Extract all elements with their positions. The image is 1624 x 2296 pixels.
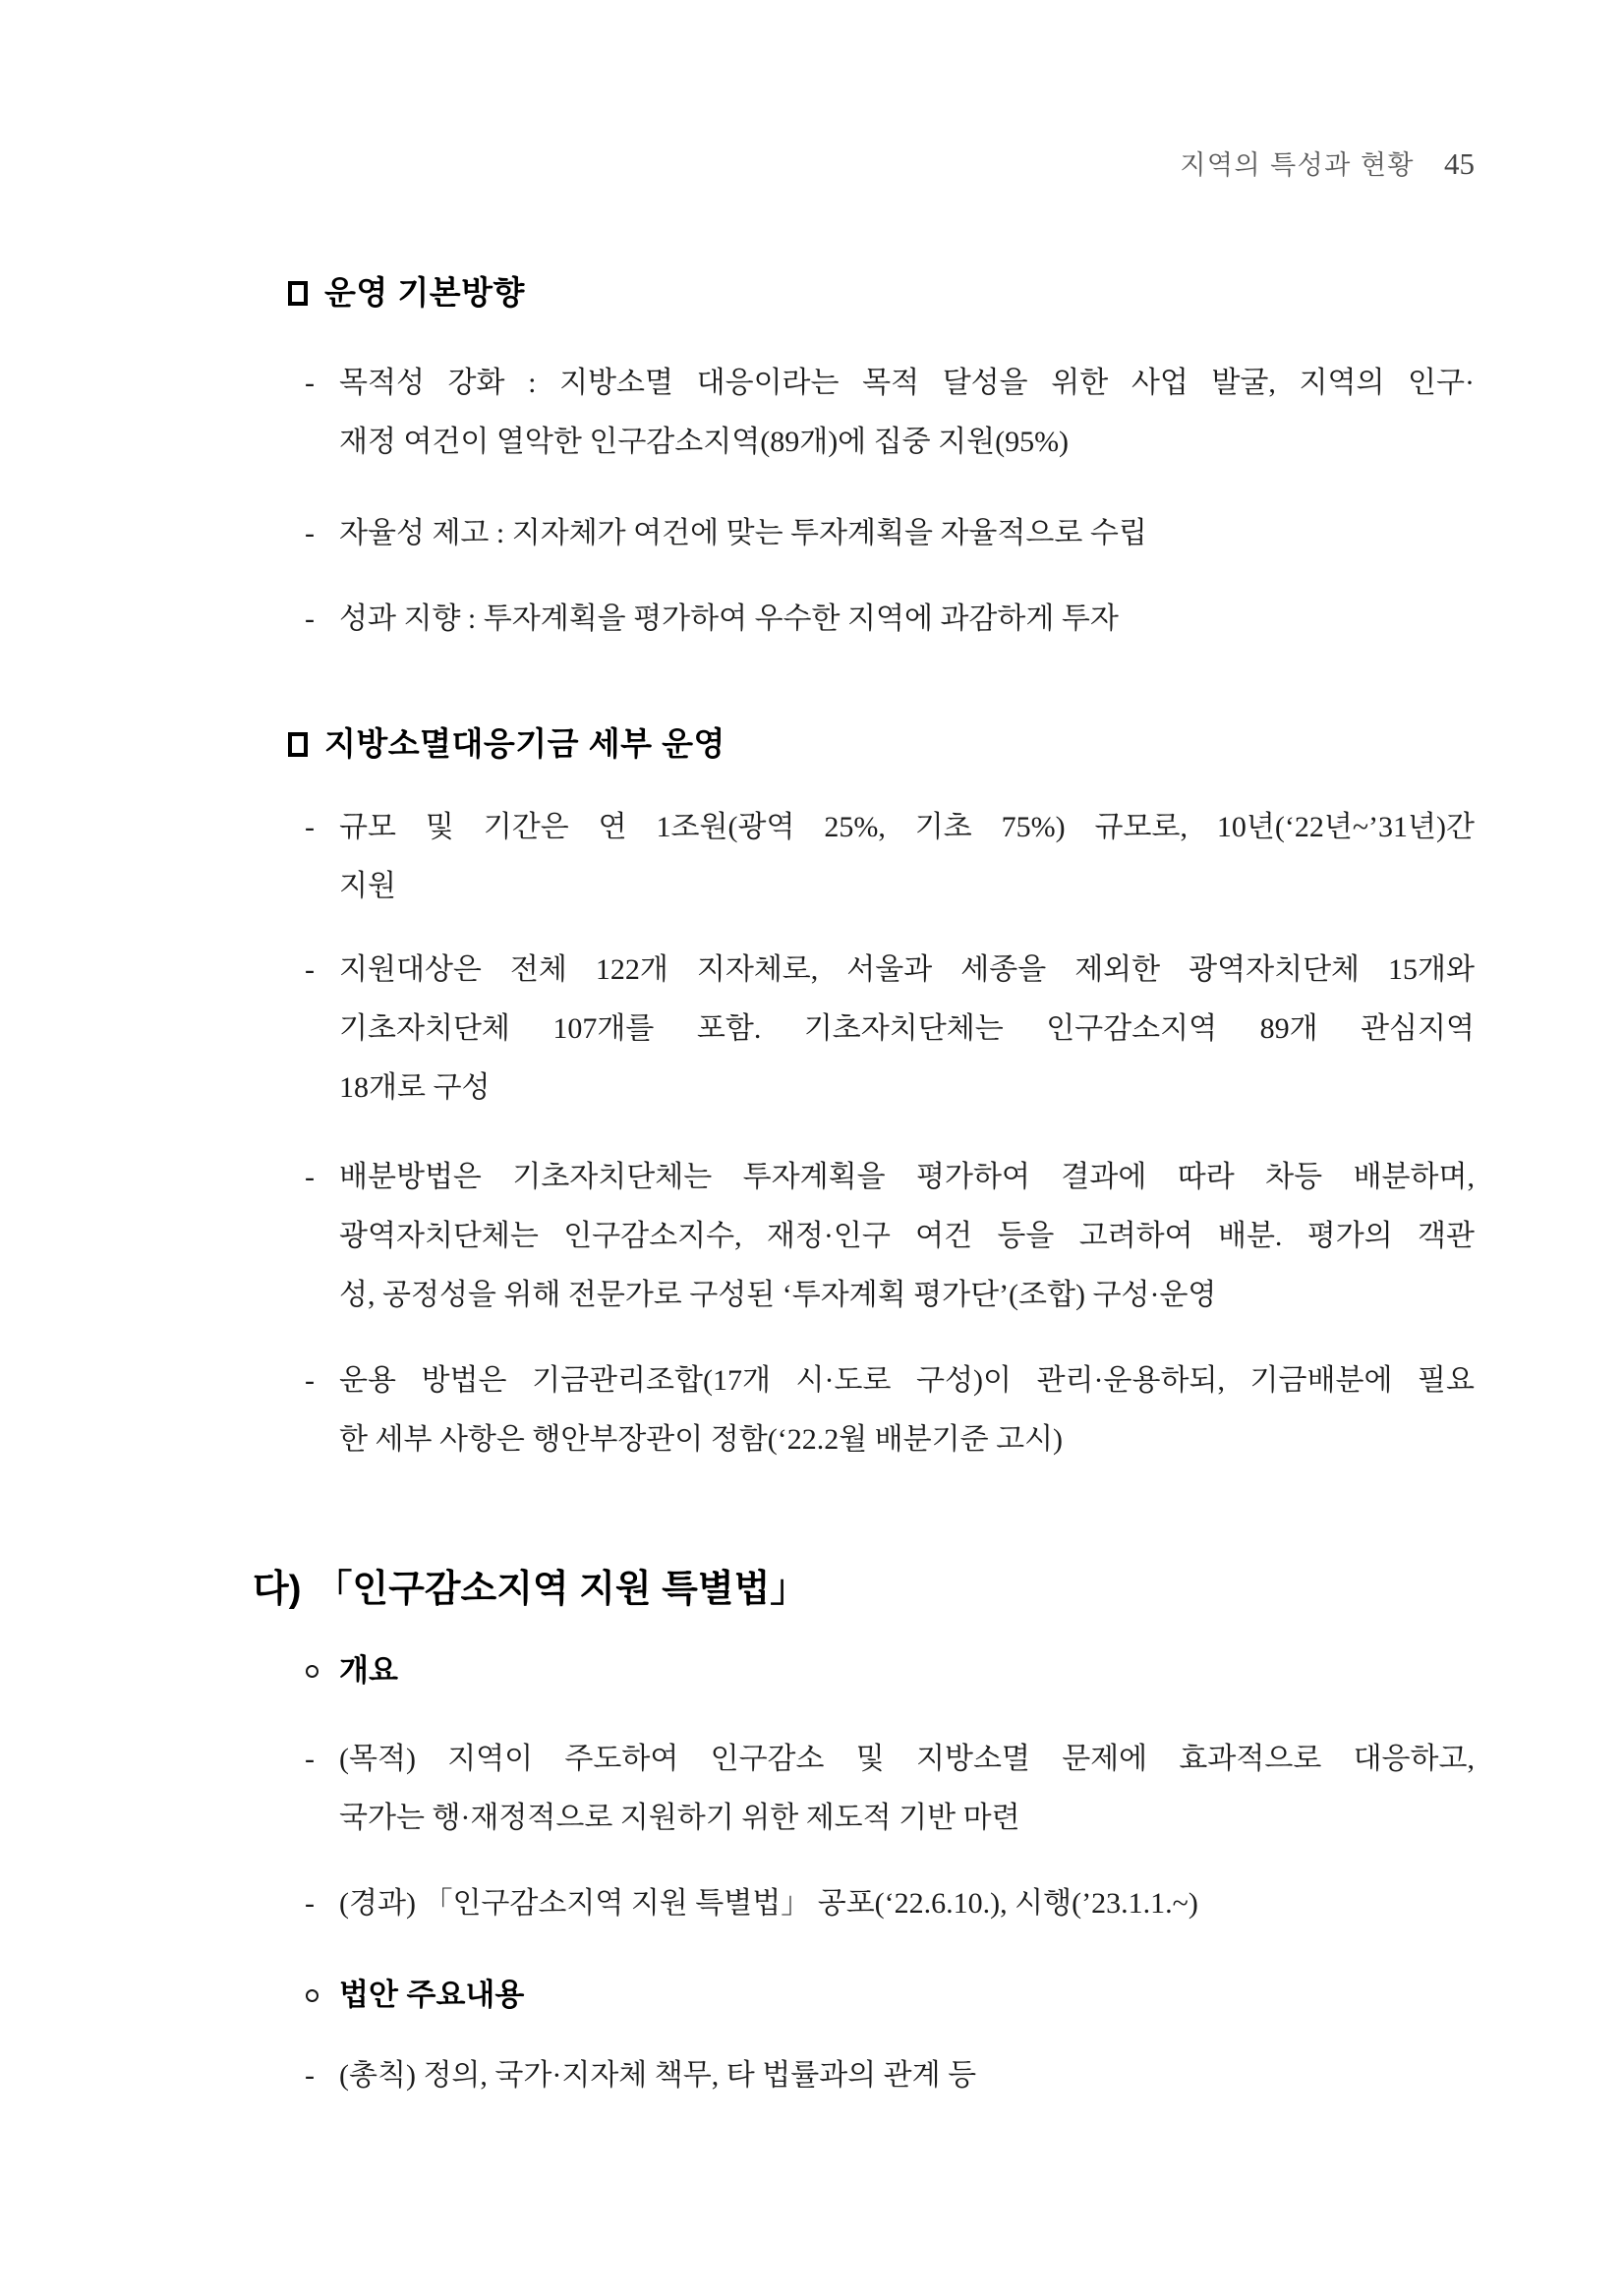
text-line: 성, 공정성을 위해 전문가로 구성된 ‘투자계획 평가단’(조합) 구성·운영 [339, 1279, 1217, 1311]
subsection-heading-text: 개요 [339, 1653, 398, 1688]
bullet-item [305, 1730, 1475, 1848]
text-line: 국가는 행·재정적으로 지원하기 위한 제도적 기반 마련 [339, 1802, 1020, 1834]
bullet-item [305, 941, 1475, 1118]
page-number: 45 [1444, 146, 1475, 181]
section-heading-fund [288, 715, 1624, 774]
bullet-text [339, 354, 1475, 472]
law-heading-prefix: 다) [253, 1569, 302, 1610]
bullet-item [305, 1148, 1475, 1325]
section-heading-text: 운영 기본방향 [324, 274, 525, 311]
section-heading-operation [288, 263, 1624, 322]
text-line: 광역자치단체는 인구감소지수, 재정·인구 여건 등을 고려하여 배분. 평가의 객관 [339, 1220, 1475, 1252]
section-heading-text: 지방소멸대응기금 세부 운영 [324, 725, 725, 762]
bullet-item [305, 1874, 1475, 1933]
text-line: 자율성 제고 : 지자체가 여건에 맞는 투자계획을 자율적으로 수립 [339, 517, 1147, 549]
text-line: 운용 방법은 기금관리조합(17개 시·도로 구성)이 관리·운용하되, 기금배분에 필요 [339, 1364, 1475, 1397]
bullet-item [305, 354, 1475, 472]
text-line: (총칙) 정의, 국가·지자체 책무, 타 법률과의 관계 등 [339, 2059, 977, 2092]
dash-marker: - [305, 2059, 315, 2092]
text-line: 기초자치단체 107개를 포함. 기초자치단체는 인구감소지역 89개 관심지역 [339, 1012, 1475, 1045]
text-line: 목적성 강화 : 지방소멸 대응이라는 목적 달성을 위한 사업 발굴, 지역의 인구· [339, 367, 1475, 399]
bullet-text [339, 2046, 1475, 2105]
dash-marker: - [305, 1364, 315, 1397]
bullet-text [339, 504, 1475, 563]
bullet-item [305, 504, 1475, 563]
text-line: 지원 [339, 870, 396, 902]
subsection-heading-text: 법안 주요내용 [339, 1978, 525, 2012]
bullet-text [339, 798, 1475, 916]
bullet-item [305, 1351, 1475, 1469]
square-bullet-icon [288, 732, 308, 757]
text-line: 한 세부 사항은 행안부장관이 정함(‘22.2월 배분기준 고시) [339, 1423, 1064, 1456]
text-line: 재정 여건이 열악한 인구감소지역(89개)에 집중 지원(95%) [339, 426, 1070, 458]
bullet-item [305, 590, 1475, 649]
text-line: 성과 지향 : 투자계획을 평가하여 우수한 지역에 과감하게 투자 [339, 603, 1119, 635]
bullet-text [339, 590, 1475, 649]
section-heading-law [253, 1558, 1624, 1621]
circle-bullet-icon [306, 1665, 319, 1678]
bullet-text [339, 1351, 1475, 1469]
law-heading-title: 「인구감소지역 지원 특별법」 [315, 1569, 808, 1610]
subsection-heading-law-contents [306, 1966, 1624, 2025]
dash-marker: - [305, 953, 315, 986]
text-line: 배분방법은 기초자치단체는 투자계획을 평가하여 결과에 따라 차등 배분하며, [339, 1161, 1475, 1193]
running-head: 지역의 특성과 현황 [1180, 150, 1415, 180]
bullet-text [339, 1874, 1475, 1933]
bullet-text [339, 941, 1475, 1118]
bullet-item [305, 798, 1475, 916]
text-line: (목적) 지역이 주도하여 인구감소 및 지방소멸 문제에 효과적으로 대응하고, [339, 1743, 1475, 1775]
text-line: 지원대상은 전체 122개 지자체로, 서울과 세종을 제외한 광역자치단체 15개와 [339, 953, 1475, 986]
dash-marker: - [305, 1743, 315, 1775]
dash-marker: - [305, 1887, 315, 1920]
text-line: (경과) 「인구감소지역 지원 특별법」 공포(‘22.6.10.), 시행(’23.1.1.~) [339, 1887, 1198, 1920]
circle-bullet-icon [306, 1989, 319, 2002]
text-line: 18개로 구성 [339, 1071, 491, 1104]
text-line: 규모 및 기간은 연 1조원(광역 25%, 기초 75%) 규모로, 10년(‘22년~’31년)간 [339, 811, 1475, 843]
dash-marker: - [305, 603, 315, 635]
dash-marker: - [305, 367, 315, 399]
dash-marker: - [305, 1161, 315, 1193]
dash-marker: - [305, 811, 315, 843]
bullet-text [339, 1148, 1475, 1325]
subsection-heading-overview [306, 1641, 1624, 1700]
dash-marker: - [305, 517, 315, 549]
square-bullet-icon [288, 281, 308, 306]
bullet-item [305, 2046, 1475, 2105]
bullet-text [339, 1730, 1475, 1848]
